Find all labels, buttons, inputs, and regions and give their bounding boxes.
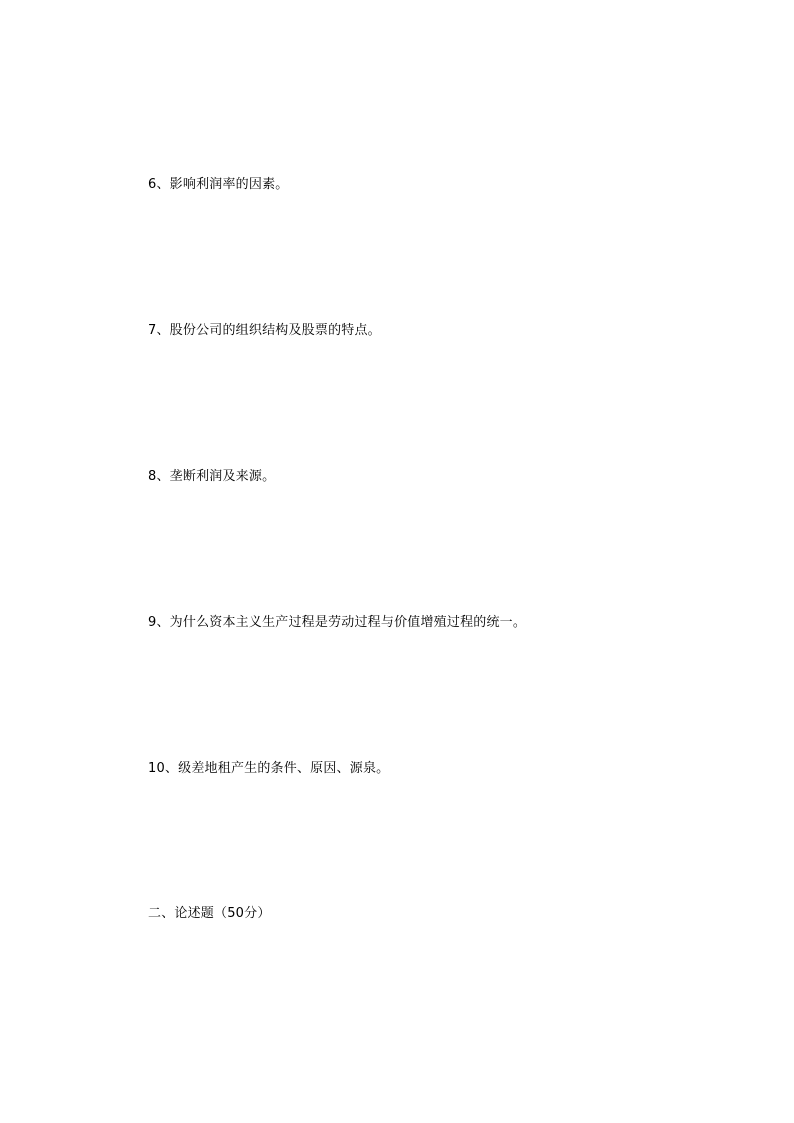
section-heading-essay: 二、论述题（50分） bbox=[148, 906, 271, 921]
question-6: 6、影响利润率的因素。 bbox=[148, 177, 289, 192]
question-8: 8、垄断利润及来源。 bbox=[148, 469, 276, 484]
question-9: 9、为什么资本主义生产过程是劳动过程与价值增殖过程的统一。 bbox=[148, 615, 527, 630]
question-7: 7、股份公司的组织结构及股票的特点。 bbox=[148, 323, 381, 338]
question-10: 10、级差地租产生的条件、原因、源泉。 bbox=[148, 761, 390, 776]
